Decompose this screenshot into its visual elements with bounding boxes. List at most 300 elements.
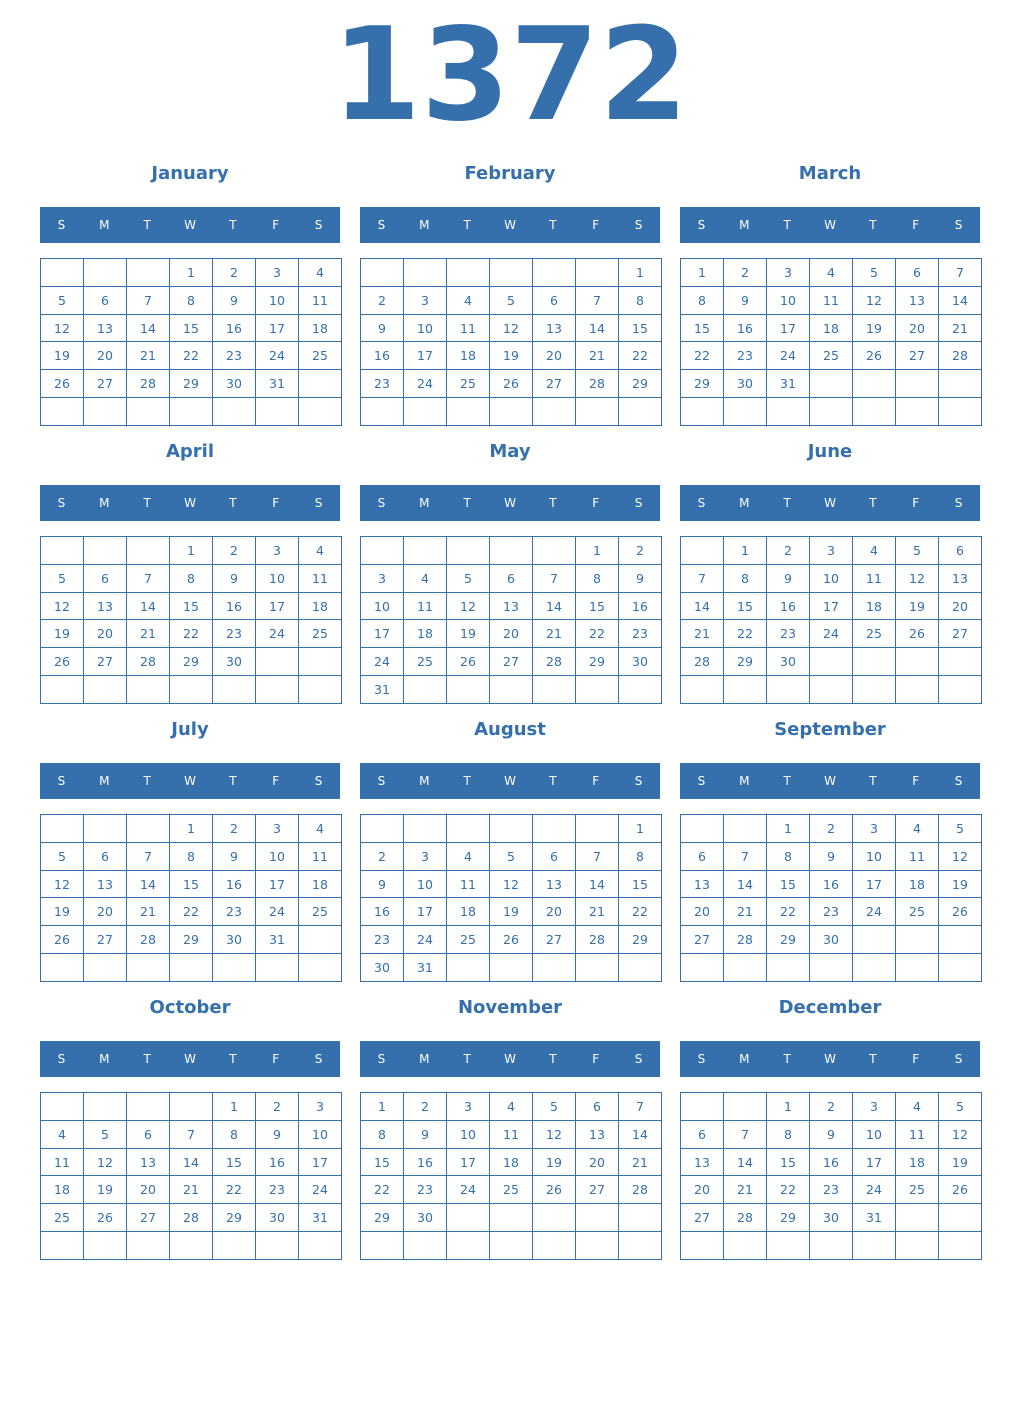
- day-cell: 9: [810, 1120, 853, 1148]
- day-grid: [680, 1092, 982, 1260]
- week-row: [681, 648, 982, 676]
- day-cell: 8: [767, 842, 810, 870]
- weekday-label: T: [229, 218, 237, 232]
- day-cell: 5: [490, 842, 533, 870]
- day-cell: 2: [361, 286, 404, 314]
- day-cell: 15: [170, 592, 213, 620]
- week-row: [361, 592, 662, 620]
- week-row: [361, 898, 662, 926]
- day-cell: 27: [127, 1204, 170, 1232]
- week-row: [681, 870, 982, 898]
- day-cell: 2: [810, 1093, 853, 1121]
- weekday-label: F: [592, 1052, 600, 1066]
- day-cell: 26: [853, 342, 896, 370]
- day-cell: 5: [41, 286, 84, 314]
- weekday-header: [360, 763, 660, 799]
- weekday-label: T: [549, 496, 557, 510]
- day-cell: 26: [41, 370, 84, 398]
- day-cell: 20: [84, 342, 127, 370]
- empty-day-cell: [767, 1232, 810, 1260]
- day-cell: 18: [853, 592, 896, 620]
- week-row: [681, 898, 982, 926]
- weekday-header: [680, 207, 980, 243]
- empty-day-cell: [619, 1232, 662, 1260]
- day-cell: 5: [490, 286, 533, 314]
- weekday-label: W: [184, 1052, 196, 1066]
- day-cell: 13: [127, 1148, 170, 1176]
- day-cell: 4: [896, 1093, 939, 1121]
- empty-day-cell: [447, 398, 490, 426]
- weekday-label: S: [57, 496, 66, 510]
- day-grid: [40, 1092, 342, 1260]
- empty-day-cell: [447, 537, 490, 565]
- day-cell: 18: [447, 898, 490, 926]
- empty-day-cell: [170, 954, 213, 982]
- day-cell: 12: [533, 1120, 576, 1148]
- day-cell: 1: [361, 1093, 404, 1121]
- empty-day-cell: [576, 676, 619, 704]
- week-row: [41, 398, 342, 426]
- day-cell: 15: [170, 314, 213, 342]
- day-cell: 14: [576, 314, 619, 342]
- week-row: [681, 815, 982, 843]
- day-cell: 20: [681, 1176, 724, 1204]
- day-cell: 7: [170, 1120, 213, 1148]
- day-cell: 13: [533, 870, 576, 898]
- week-row: [681, 537, 982, 565]
- day-cell: 13: [490, 592, 533, 620]
- day-cell: 28: [127, 370, 170, 398]
- day-cell: 22: [767, 898, 810, 926]
- day-cell: 9: [404, 1120, 447, 1148]
- day-cell: 4: [299, 259, 342, 287]
- day-cell: 1: [724, 537, 767, 565]
- weekday-label: T: [143, 1052, 151, 1066]
- week-row: [681, 1204, 982, 1232]
- day-cell: 28: [127, 648, 170, 676]
- day-cell: 11: [41, 1148, 84, 1176]
- weekday-label: S: [377, 774, 386, 788]
- day-cell: 25: [299, 620, 342, 648]
- day-cell: 17: [404, 342, 447, 370]
- weekday-header: [360, 485, 660, 521]
- day-cell: 11: [299, 286, 342, 314]
- day-cell: 13: [576, 1120, 619, 1148]
- weekday-label: W: [504, 496, 516, 510]
- day-cell: 11: [299, 842, 342, 870]
- weekday-label: W: [184, 496, 196, 510]
- day-cell: 2: [213, 815, 256, 843]
- empty-day-cell: [84, 537, 127, 565]
- day-cell: 9: [361, 314, 404, 342]
- day-cell: 28: [533, 648, 576, 676]
- empty-day-cell: [724, 1093, 767, 1121]
- day-cell: 20: [939, 592, 982, 620]
- empty-day-cell: [490, 259, 533, 287]
- day-cell: 19: [896, 592, 939, 620]
- day-cell: 7: [724, 842, 767, 870]
- empty-day-cell: [767, 954, 810, 982]
- day-cell: 28: [127, 926, 170, 954]
- day-cell: 13: [681, 870, 724, 898]
- empty-day-cell: [213, 1232, 256, 1260]
- empty-day-cell: [853, 648, 896, 676]
- weekday-label: S: [697, 774, 706, 788]
- day-cell: 19: [939, 870, 982, 898]
- weekday-label: W: [184, 774, 196, 788]
- month-name: October: [149, 997, 231, 1018]
- day-cell: 3: [256, 815, 299, 843]
- week-row: [41, 648, 342, 676]
- day-cell: 27: [84, 648, 127, 676]
- weekday-label: W: [504, 218, 516, 232]
- day-cell: 14: [724, 870, 767, 898]
- day-cell: 1: [170, 537, 213, 565]
- empty-day-cell: [447, 1232, 490, 1260]
- day-cell: 26: [939, 898, 982, 926]
- day-cell: 18: [490, 1148, 533, 1176]
- week-row: [41, 537, 342, 565]
- empty-day-cell: [619, 954, 662, 982]
- day-cell: 26: [41, 926, 84, 954]
- week-row: [681, 1093, 982, 1121]
- day-cell: 20: [490, 620, 533, 648]
- weekday-label: M: [419, 218, 430, 232]
- day-cell: 2: [810, 815, 853, 843]
- day-cell: 1: [619, 259, 662, 287]
- day-cell: 11: [447, 870, 490, 898]
- day-cell: 19: [490, 898, 533, 926]
- day-cell: 18: [896, 870, 939, 898]
- day-cell: 8: [213, 1120, 256, 1148]
- day-cell: 3: [299, 1093, 342, 1121]
- day-cell: 2: [361, 842, 404, 870]
- day-cell: 20: [896, 314, 939, 342]
- week-row: [41, 842, 342, 870]
- day-cell: 27: [576, 1176, 619, 1204]
- weekday-label: S: [697, 1052, 706, 1066]
- weekday-label: T: [869, 218, 877, 232]
- day-cell: 21: [724, 898, 767, 926]
- week-row: [361, 564, 662, 592]
- day-cell: 6: [576, 1093, 619, 1121]
- empty-day-cell: [533, 1204, 576, 1232]
- empty-day-cell: [213, 398, 256, 426]
- empty-day-cell: [447, 259, 490, 287]
- day-cell: 24: [361, 648, 404, 676]
- day-cell: 24: [447, 1176, 490, 1204]
- day-cell: 7: [576, 286, 619, 314]
- day-cell: 31: [299, 1204, 342, 1232]
- empty-day-cell: [533, 1232, 576, 1260]
- weekday-label: F: [592, 218, 600, 232]
- empty-day-cell: [681, 537, 724, 565]
- empty-day-cell: [490, 1232, 533, 1260]
- day-cell: 10: [404, 870, 447, 898]
- day-cell: 27: [681, 926, 724, 954]
- weekday-label: S: [954, 218, 963, 232]
- month-name: April: [165, 441, 215, 462]
- weekday-label: M: [99, 496, 110, 510]
- day-cell: 1: [767, 1093, 810, 1121]
- day-cell: 14: [576, 870, 619, 898]
- day-cell: 24: [853, 1176, 896, 1204]
- day-cell: 29: [619, 370, 662, 398]
- weekday-header: [40, 1041, 340, 1077]
- day-cell: 12: [490, 314, 533, 342]
- day-cell: 16: [361, 898, 404, 926]
- week-row: [41, 620, 342, 648]
- weekday-label: M: [99, 1052, 110, 1066]
- day-cell: 2: [256, 1093, 299, 1121]
- day-cell: 15: [767, 1148, 810, 1176]
- week-row: [681, 954, 982, 982]
- day-cell: 23: [810, 1176, 853, 1204]
- week-row: [361, 870, 662, 898]
- week-row: [41, 954, 342, 982]
- empty-day-cell: [896, 1204, 939, 1232]
- empty-day-cell: [896, 648, 939, 676]
- empty-day-cell: [84, 954, 127, 982]
- day-cell: 11: [490, 1120, 533, 1148]
- week-row: [361, 370, 662, 398]
- day-cell: 30: [810, 1204, 853, 1232]
- empty-day-cell: [127, 815, 170, 843]
- empty-day-cell: [84, 1093, 127, 1121]
- day-cell: 29: [576, 648, 619, 676]
- empty-day-cell: [299, 398, 342, 426]
- day-cell: 23: [213, 898, 256, 926]
- day-cell: 29: [170, 370, 213, 398]
- day-cell: 18: [41, 1176, 84, 1204]
- week-row: [41, 259, 342, 287]
- day-cell: 10: [853, 842, 896, 870]
- weekday-label: F: [912, 1052, 920, 1066]
- day-grid: [680, 258, 982, 426]
- weekday-label: T: [869, 774, 877, 788]
- day-cell: 24: [853, 898, 896, 926]
- day-cell: 1: [213, 1093, 256, 1121]
- day-cell: 21: [533, 620, 576, 648]
- week-row: [681, 1120, 982, 1148]
- day-cell: 20: [84, 620, 127, 648]
- day-cell: 15: [681, 314, 724, 342]
- week-row: [681, 1176, 982, 1204]
- empty-day-cell: [681, 676, 724, 704]
- empty-day-cell: [256, 398, 299, 426]
- day-cell: 27: [490, 648, 533, 676]
- day-cell: 23: [213, 342, 256, 370]
- weekday-label: T: [783, 774, 791, 788]
- week-row: [41, 1093, 342, 1121]
- weekday-label: M: [739, 496, 750, 510]
- weekday-label: T: [463, 1052, 471, 1066]
- empty-day-cell: [681, 1093, 724, 1121]
- empty-day-cell: [853, 954, 896, 982]
- day-grid: [360, 536, 662, 704]
- day-cell: 28: [939, 342, 982, 370]
- day-cell: 18: [810, 314, 853, 342]
- day-cell: 18: [896, 1148, 939, 1176]
- day-cell: 25: [41, 1204, 84, 1232]
- day-cell: 22: [170, 342, 213, 370]
- day-cell: 27: [84, 370, 127, 398]
- day-cell: 3: [361, 564, 404, 592]
- week-row: [41, 370, 342, 398]
- day-cell: 22: [576, 620, 619, 648]
- day-cell: 24: [810, 620, 853, 648]
- empty-day-cell: [361, 259, 404, 287]
- month-name: June: [807, 441, 853, 462]
- week-row: [681, 620, 982, 648]
- weekday-label: T: [463, 496, 471, 510]
- empty-day-cell: [170, 676, 213, 704]
- day-cell: 6: [84, 564, 127, 592]
- week-row: [361, 1120, 662, 1148]
- weekday-label: W: [824, 774, 836, 788]
- day-cell: 4: [299, 537, 342, 565]
- weekday-header: [40, 207, 340, 243]
- day-cell: 5: [41, 842, 84, 870]
- day-cell: 20: [681, 898, 724, 926]
- day-grid: [360, 258, 662, 426]
- empty-day-cell: [404, 537, 447, 565]
- day-cell: 30: [213, 648, 256, 676]
- empty-day-cell: [299, 648, 342, 676]
- empty-day-cell: [533, 537, 576, 565]
- week-row: [681, 592, 982, 620]
- day-cell: 8: [170, 286, 213, 314]
- weekday-label: W: [184, 218, 196, 232]
- empty-day-cell: [939, 676, 982, 704]
- weekday-label: W: [504, 1052, 516, 1066]
- day-cell: 16: [810, 870, 853, 898]
- day-cell: 12: [41, 592, 84, 620]
- day-cell: 11: [810, 286, 853, 314]
- empty-day-cell: [533, 954, 576, 982]
- day-cell: 25: [447, 926, 490, 954]
- day-cell: 28: [619, 1176, 662, 1204]
- week-row: [41, 592, 342, 620]
- day-cell: 7: [127, 564, 170, 592]
- empty-day-cell: [939, 648, 982, 676]
- weekday-label: T: [229, 774, 237, 788]
- month-name: September: [774, 719, 886, 740]
- empty-day-cell: [853, 1232, 896, 1260]
- day-cell: 13: [939, 564, 982, 592]
- day-cell: 10: [404, 314, 447, 342]
- day-cell: 14: [127, 314, 170, 342]
- empty-day-cell: [490, 398, 533, 426]
- day-cell: 23: [404, 1176, 447, 1204]
- week-row: [681, 259, 982, 287]
- empty-day-cell: [724, 676, 767, 704]
- day-cell: 13: [896, 286, 939, 314]
- day-cell: 10: [767, 286, 810, 314]
- empty-day-cell: [84, 259, 127, 287]
- day-cell: 6: [681, 842, 724, 870]
- week-row: [681, 398, 982, 426]
- day-cell: 6: [939, 537, 982, 565]
- week-row: [361, 842, 662, 870]
- day-cell: 22: [213, 1176, 256, 1204]
- weekday-label: T: [783, 1052, 791, 1066]
- day-grid: [680, 536, 982, 704]
- empty-day-cell: [404, 259, 447, 287]
- day-cell: 18: [299, 592, 342, 620]
- week-row: [41, 342, 342, 370]
- day-cell: 15: [576, 592, 619, 620]
- week-row: [361, 648, 662, 676]
- day-cell: 11: [404, 592, 447, 620]
- day-cell: 31: [767, 370, 810, 398]
- day-cell: 29: [170, 926, 213, 954]
- day-cell: 27: [939, 620, 982, 648]
- day-cell: 2: [767, 537, 810, 565]
- day-cell: 3: [256, 537, 299, 565]
- day-cell: 25: [490, 1176, 533, 1204]
- month-name: February: [464, 163, 556, 184]
- empty-day-cell: [361, 398, 404, 426]
- day-cell: 25: [404, 648, 447, 676]
- day-cell: 7: [576, 842, 619, 870]
- weekday-label: F: [912, 496, 920, 510]
- day-cell: 10: [810, 564, 853, 592]
- day-cell: 30: [404, 1204, 447, 1232]
- weekday-label: T: [463, 218, 471, 232]
- day-cell: 28: [170, 1204, 213, 1232]
- week-row: [361, 259, 662, 287]
- day-cell: 26: [490, 370, 533, 398]
- day-cell: 19: [447, 620, 490, 648]
- day-cell: 27: [84, 926, 127, 954]
- day-cell: 26: [84, 1204, 127, 1232]
- day-cell: 6: [681, 1120, 724, 1148]
- day-cell: 17: [404, 898, 447, 926]
- day-cell: 12: [896, 564, 939, 592]
- day-cell: 21: [619, 1148, 662, 1176]
- empty-day-cell: [256, 676, 299, 704]
- week-row: [681, 342, 982, 370]
- empty-day-cell: [404, 676, 447, 704]
- weekday-label: S: [634, 774, 643, 788]
- empty-day-cell: [681, 398, 724, 426]
- empty-day-cell: [619, 1204, 662, 1232]
- day-cell: 9: [361, 870, 404, 898]
- empty-day-cell: [490, 537, 533, 565]
- week-row: [361, 1176, 662, 1204]
- week-row: [681, 564, 982, 592]
- weekday-label: F: [592, 496, 600, 510]
- day-cell: 21: [576, 342, 619, 370]
- empty-day-cell: [939, 398, 982, 426]
- empty-day-cell: [939, 926, 982, 954]
- week-row: [41, 564, 342, 592]
- day-cell: 5: [896, 537, 939, 565]
- day-cell: 22: [170, 620, 213, 648]
- empty-day-cell: [41, 259, 84, 287]
- day-cell: 21: [170, 1176, 213, 1204]
- empty-day-cell: [576, 1232, 619, 1260]
- empty-day-cell: [533, 259, 576, 287]
- day-cell: 1: [170, 815, 213, 843]
- weekday-label: F: [272, 496, 280, 510]
- day-cell: 4: [447, 286, 490, 314]
- day-cell: 15: [619, 870, 662, 898]
- day-cell: 8: [361, 1120, 404, 1148]
- week-row: [681, 1232, 982, 1260]
- day-cell: 12: [939, 1120, 982, 1148]
